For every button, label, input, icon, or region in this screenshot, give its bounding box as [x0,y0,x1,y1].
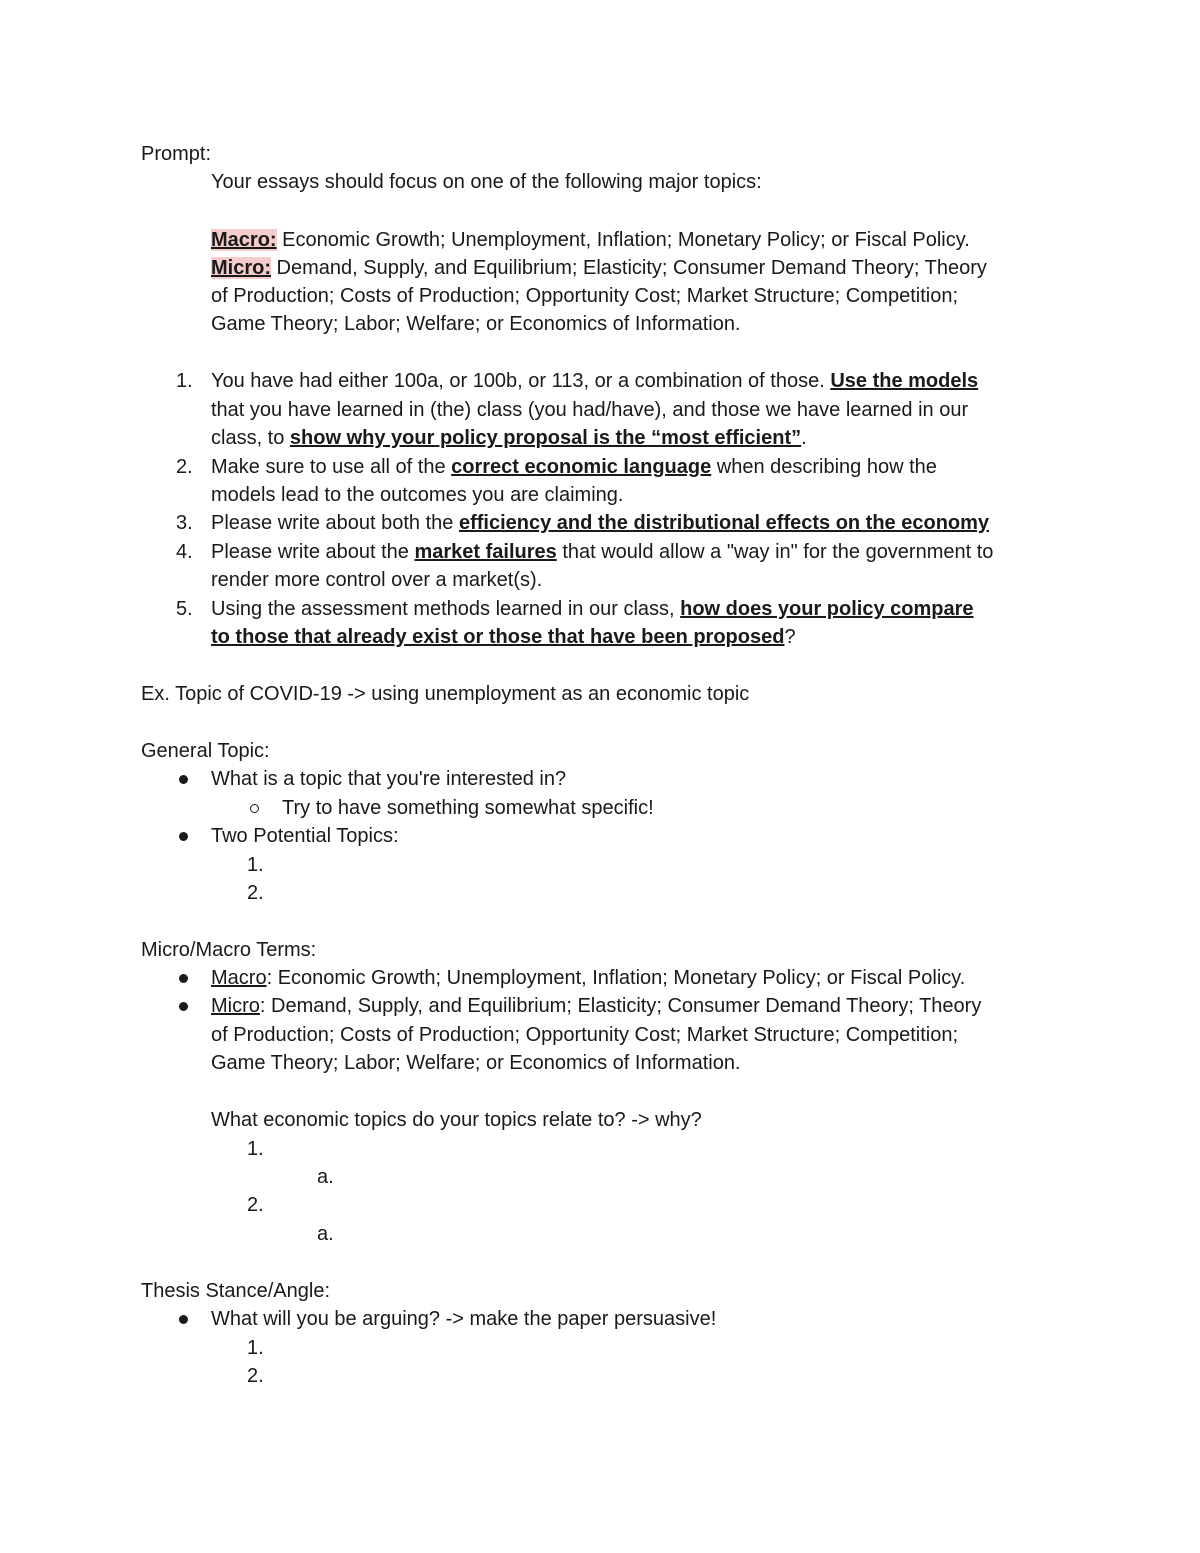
item-5-number: 5. [176,598,193,620]
prompt-heading: Prompt: [141,143,212,165]
prompt-micro-line-2: of Production; Costs of Production; Opportunity Cost; Market Structure; Competition; [211,285,959,307]
thesis-question: What will you be arguing? -> make the paper persuasive! [211,1308,717,1330]
macro-label: Macro: [211,229,277,251]
item-1-text-3: class, to [211,427,290,449]
item-1-line-2: that you have learned in (the) class (you had/have), and those we have learned in our [211,399,969,421]
prompt-intro: Your essays should focus on one of the following major topics: [211,171,762,193]
prompt-micro-line-1 [211,254,987,282]
bullet-disc-icon [179,1315,188,1324]
item-2-line-1 [211,453,937,481]
prompt-macro-line [211,226,970,254]
item-5-emphasis-2: to those that already exist or those that have been proposed [211,626,785,648]
terms-letter-a-2: a. [317,1223,334,1245]
prompt-micro-line-3: Game Theory; Labor; Welfare; or Economics of Information. [211,313,741,335]
item-1-emphasis: Use the models [830,370,979,392]
terms-micro-line-3: Game Theory; Labor; Welfare; or Economics of Information. [211,1052,741,1074]
item-1-emphasis-2: show why your policy proposal is the “most efficient” [289,427,802,449]
item-4-number: 4. [176,541,193,563]
terms-question: What economic topics do your topics relate to? -> why? [211,1109,702,1131]
item-5-question-mark: ? [784,626,796,648]
terms-heading: Micro/Macro Terms: [141,939,317,961]
terms-letter-a-1: a. [317,1166,334,1188]
item-2-text: Make sure to use all of the [211,456,452,478]
item-1-line-1 [211,367,978,395]
item-4-emphasis: market failures [414,541,557,563]
item-3-line-1 [211,509,989,537]
thesis-heading: Thesis Stance/Angle: [141,1280,330,1302]
item-1-period: . [801,427,807,449]
bullet-disc-icon [179,832,188,841]
terms-number-1: 1. [247,1138,264,1160]
item-5-line-2 [211,623,796,651]
terms-macro-text: : Economic Growth; Unemployment, Inflation; Monetary Policy; or Fiscal Policy. [266,967,966,989]
general-topic-sub: Try to have something somewhat specific! [282,797,654,819]
terms-micro-line-2: of Production; Costs of Production; Opportunity Cost; Market Structure; Competition; [211,1024,959,1046]
item-4-line-2: render more control over a market(s). [211,569,543,591]
micro-text-1: Demand, Supply, and Equilibrium; Elasticity; Consumer Demand Theory; Theory [271,257,987,279]
thesis-number-1: 1. [247,1337,264,1359]
macro-text: Economic Growth; Unemployment, Inflation; Monetary Policy; or Fiscal Policy. [276,229,970,251]
item-2-number: 2. [176,456,193,478]
terms-micro-text: : Demand, Supply, and Equilibrium; Elasticity; Consumer Demand Theory; Theory [259,995,982,1017]
item-4-text-2: that would allow a "way in" for the government to [556,541,994,563]
item-1-line-3 [211,424,807,452]
item-2-emphasis: correct economic language [451,456,712,478]
item-2-line-2: models lead to the outcomes you are claiming. [211,484,624,506]
general-topic-question: What is a topic that you're interested in? [211,768,567,790]
item-1-text: You have had either 100a, or 100b, or 113, or a combination of those. [211,370,831,392]
bullet-disc-icon [179,775,188,784]
bullet-disc-icon [179,974,188,983]
bullet-disc-icon [179,1002,188,1011]
example-line: Ex. Topic of COVID-19 -> using unemployment as an economic topic [141,683,750,705]
terms-micro-label: Micro [211,995,260,1017]
bullet-circle-icon [250,804,259,813]
terms-number-2: 2. [247,1194,264,1216]
item-5-emphasis: how does your policy compare [680,598,974,620]
micro-label: Micro: [211,257,271,279]
terms-macro-line [211,964,965,992]
thesis-number-2: 2. [247,1365,264,1387]
item-3-text: Please write about both the [211,512,459,534]
item-1-number: 1. [176,370,193,392]
item-5-line-1 [211,595,974,623]
general-topic-number-2: 2. [247,882,264,904]
item-4-text: Please write about the [211,541,415,563]
item-2-text-2: when describing how the [711,456,937,478]
item-4-line-1 [211,538,993,566]
terms-macro-label: Macro [211,967,267,989]
terms-micro-line-1 [211,992,981,1020]
general-topic-two: Two Potential Topics: [211,825,399,847]
item-5-text: Using the assessment methods learned in our class, [211,598,681,620]
general-topic-number-1: 1. [247,854,264,876]
item-3-emphasis: efficiency and the distributional effects on the economy [458,512,990,534]
general-topic-heading: General Topic: [141,740,270,762]
item-3-number: 3. [176,512,193,534]
